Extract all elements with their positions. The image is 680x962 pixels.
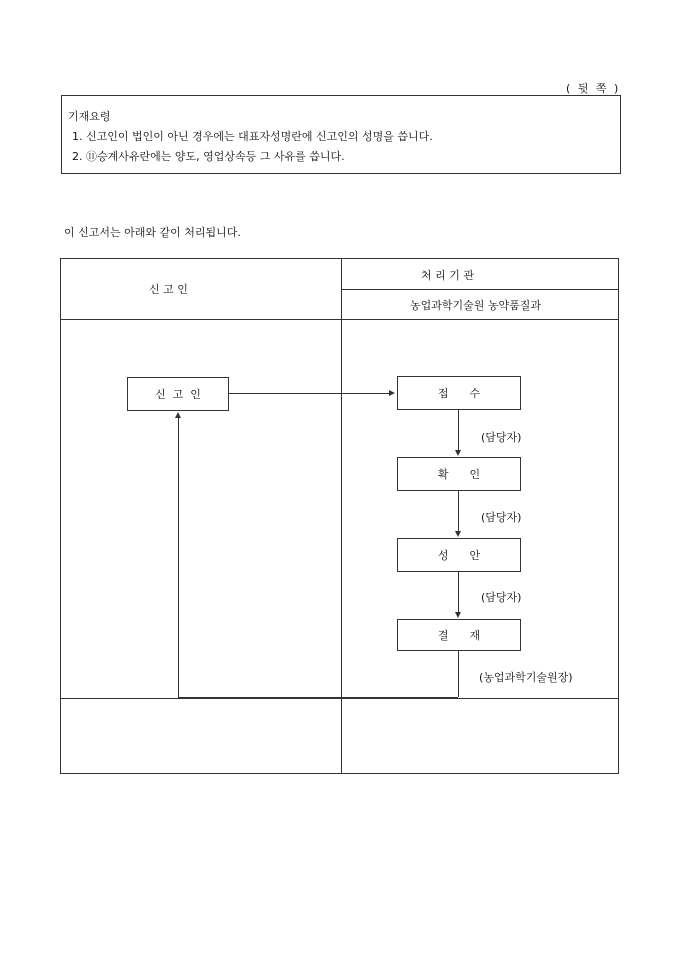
right-subheader: 농업과학기술원 농약품질과 [410, 299, 542, 312]
instruction-item-2: 2. ⑪승계사유란에는 양도, 영업상속등 그 사유를 씁니다. [72, 150, 345, 163]
arrow-confirm-to-draft [458, 491, 459, 531]
step-draft-box: 성 안 [397, 538, 521, 572]
right-header: 처 리 기 관 [421, 269, 474, 282]
arrow-to-receipt [229, 393, 389, 394]
return-path-across [178, 697, 458, 698]
column-divider [341, 259, 342, 773]
return-path-up [178, 418, 179, 697]
instructions-box [61, 95, 621, 174]
process-table [60, 258, 619, 774]
step-confirm-role: (담당자) [481, 511, 522, 524]
applicant-box: 신 고 인 [127, 377, 229, 411]
arrow-head-approval [455, 612, 461, 618]
step-receipt-role: (담당자) [481, 431, 522, 444]
step-confirm-box: 확 인 [397, 457, 521, 491]
header-bottom-line [61, 319, 618, 320]
step-approval-box: 결 재 [397, 619, 521, 651]
return-arrow-head [175, 412, 181, 418]
left-header: 신 고 인 [149, 283, 188, 296]
process-intro: 이 신고서는 아래와 같이 처리됩니다. [64, 226, 241, 239]
arrow-head-draft [455, 531, 461, 537]
instruction-item-1: 1. 신고인이 법인이 아닌 경우에는 대표자성명란에 신고인의 성명을 씁니다. [72, 130, 433, 143]
arrow-head-confirm [455, 450, 461, 456]
arrow-head-receipt [389, 390, 395, 396]
footer-divider [61, 698, 618, 699]
arrow-draft-to-approval [458, 572, 459, 612]
instructions-title: 기재요령 [68, 110, 111, 123]
backside-label: ( 뒷 쪽 ) [566, 82, 621, 95]
step-receipt-box: 접 수 [397, 376, 521, 410]
step-approval-role: (농업과학기술원장) [479, 671, 573, 684]
step-draft-role: (담당자) [481, 591, 522, 604]
arrow-receipt-to-confirm [458, 410, 459, 450]
right-header-divider [341, 289, 618, 290]
return-path-down [458, 651, 459, 697]
